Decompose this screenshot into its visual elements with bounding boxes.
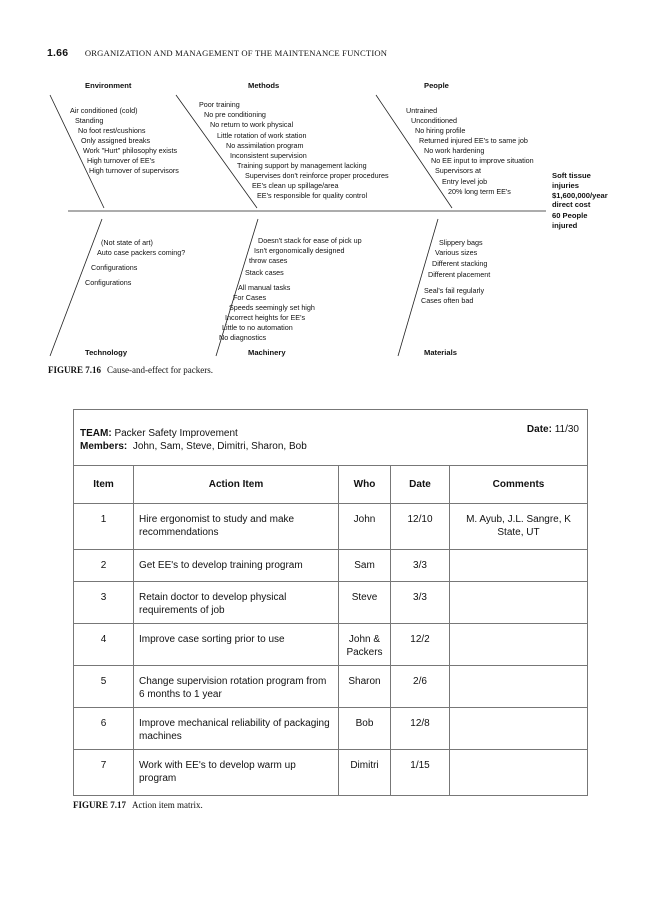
effect-line: 60 People [552,211,588,221]
figure-716-text: Cause-and-effect for packers. [107,365,214,375]
machinery-cause: Little to no automation [222,323,293,332]
cell-date: 1/15 [391,750,450,795]
cell-action: Hire ergonomist to study and make recommendations [134,504,339,550]
category-methods: Methods [248,81,280,90]
category-materials: Materials [424,348,457,357]
column-header-item: Item [74,466,134,504]
action-item-matrix [73,409,588,796]
cell-date: 12/10 [391,504,450,550]
materials-cause: Seal's fail regularly [424,286,485,295]
cell-action: Retain doctor to develop physical requirements of job [134,582,339,624]
materials-cause: Slippery bags [439,238,483,247]
cell-item: 3 [74,582,134,624]
materials-cause: Cases often bad [421,296,474,305]
table-row [74,550,587,582]
category-machinery: Machinery [248,348,286,357]
environment-cause: Only assigned breaks [81,136,151,145]
environment-cause: Work "Hurt" philosophy exists [83,146,178,155]
cell-date: 2/6 [391,666,450,708]
figure-717-caption [73,800,203,810]
date-label: Date: [526,424,552,435]
cell-action: Get EE's to develop training program [134,550,339,582]
figure-717-text: Action item matrix. [132,800,203,810]
figure-717-label: FIGURE 7.17 [73,800,127,810]
figure-716-label: FIGURE 7.16 [48,365,102,375]
date-line [527,424,579,435]
environment-cause: High turnover of EE's [87,156,155,165]
methods-cause: Poor training [199,100,240,109]
methods-cause: EE's responsible for quality control [257,191,368,200]
cell-comments [450,550,588,582]
machinery-cause: Speeds seemingly set high [229,303,315,312]
column-header-comments: Comments [450,466,588,504]
people-cause: Unconditioned [411,116,457,125]
column-header-action: Action Item [134,466,339,504]
page-number: 1.66 [47,47,69,59]
category-people: People [424,81,449,90]
technology-cause: (Not state of art) [101,238,153,247]
cell-action: Change supervision rotation program from 6 months to 1 year [134,666,339,708]
team-info [74,410,587,466]
methods-cause: Training support by management lacking [237,161,367,170]
methods-cause: No assimilation program [226,141,304,150]
category-technology: Technology [85,348,128,357]
figure-716-caption [48,365,213,375]
table-row [74,582,587,624]
machinery-cause: Doesn't stack for ease of pick up [258,236,362,245]
cell-comments: M. Ayub, J.L. Sangre, K State, UT [450,504,588,550]
cell-item: 2 [74,550,134,582]
machinery-cause: No diagnostics [219,333,267,342]
machinery-cause: For Cases [233,293,267,302]
machinery-cause: Isn't ergonomically designed [254,246,345,255]
cell-comments [450,708,588,750]
team-label: TEAM: [80,428,112,439]
materials-cause: Different stacking [432,259,488,268]
cell-action: Improve mechanical reliability of packaging machines [134,708,339,750]
people-cause: Untrained [406,106,438,115]
cell-comments [450,750,588,795]
methods-cause: No pre conditioning [204,110,266,119]
bone-technology [50,219,102,356]
table-row [74,504,587,550]
action-table [74,466,587,795]
people-cause: No hiring profile [415,126,466,135]
effect-label [552,171,608,231]
cell-date: 12/8 [391,708,450,750]
category-environment: Environment [85,81,132,90]
table-row [74,624,587,666]
column-header-date: Date [391,466,450,504]
cell-who: Sharon [339,666,391,708]
materials-cause: Different placement [428,270,491,279]
environment-cause: Standing [75,116,104,125]
people-cause: 20% long term EE's [448,187,511,196]
cell-who: John & Packers [339,624,391,666]
machinery-cause: throw cases [249,256,288,265]
table-row [74,666,587,708]
cell-comments [450,582,588,624]
members-value: John, Sam, Steve, Dimitri, Sharon, Bob [132,441,307,452]
effect-line: Soft tissue [552,171,591,180]
cell-who: John [339,504,391,550]
effect-line: injuries [552,180,580,190]
cell-item: 6 [74,708,134,750]
methods-cause: No return to work physical [210,120,294,129]
cell-date: 3/3 [391,550,450,582]
members-line [80,441,307,452]
cell-item: 7 [74,750,134,795]
cell-item: 5 [74,666,134,708]
cell-date: 3/3 [391,582,450,624]
team-line [80,428,238,439]
people-cause: No EE input to improve situation [431,156,534,165]
cell-item: 1 [74,504,134,550]
methods-cause: Supervises don't reinforce proper procedures [245,171,389,180]
effect-line: direct cost [552,200,591,210]
cell-comments [450,624,588,666]
cell-who: Dimitri [339,750,391,795]
machinery-cause: All manual tasks [238,283,291,292]
environment-cause: No foot rest/cushions [78,126,146,135]
methods-cause: Little rotation of work station [217,131,307,140]
cell-date: 12/2 [391,624,450,666]
cell-comments [450,666,588,708]
technology-cause: Auto case packers coming? [97,248,186,257]
technology-cause: Configurations [85,278,132,287]
cell-item: 4 [74,624,134,666]
effect-line: $1,600,000/year [552,190,608,200]
cell-action: Improve case sorting prior to use [134,624,339,666]
cell-action: Work with EE's to develop warm up program [134,750,339,795]
effect-line: injured [552,220,578,230]
people-cause: Returned injured EE's to same job [419,136,528,145]
methods-cause: EE's clean up spillage/area [252,181,339,190]
table-row [74,750,587,795]
materials-cause: Various sizes [435,248,478,257]
methods-cause: Inconsistent supervision [230,151,307,160]
machinery-cause: Stack cases [245,268,284,277]
column-header-who: Who [339,466,391,504]
team-value: Packer Safety Improvement [114,428,238,439]
cell-who: Sam [339,550,391,582]
date-value: 11/30 [554,424,579,435]
cell-who: Bob [339,708,391,750]
environment-cause: High turnover of supervisors [89,166,179,175]
table-header-row [74,466,587,504]
table-row [74,708,587,750]
people-cause: Supervisors at [435,166,481,175]
running-title: ORGANIZATION AND MANAGEMENT OF THE MAINTENANCE FUNCTION [84,48,388,58]
technology-cause: Configurations [91,263,138,272]
people-cause: No work hardening [424,146,485,155]
cell-who: Steve [339,582,391,624]
environment-cause: Air conditioned (cold) [70,106,138,115]
members-label: Members: [80,441,128,452]
machinery-cause: Incorrect heights for EE's [225,313,306,322]
people-cause: Entry level job [442,177,488,186]
